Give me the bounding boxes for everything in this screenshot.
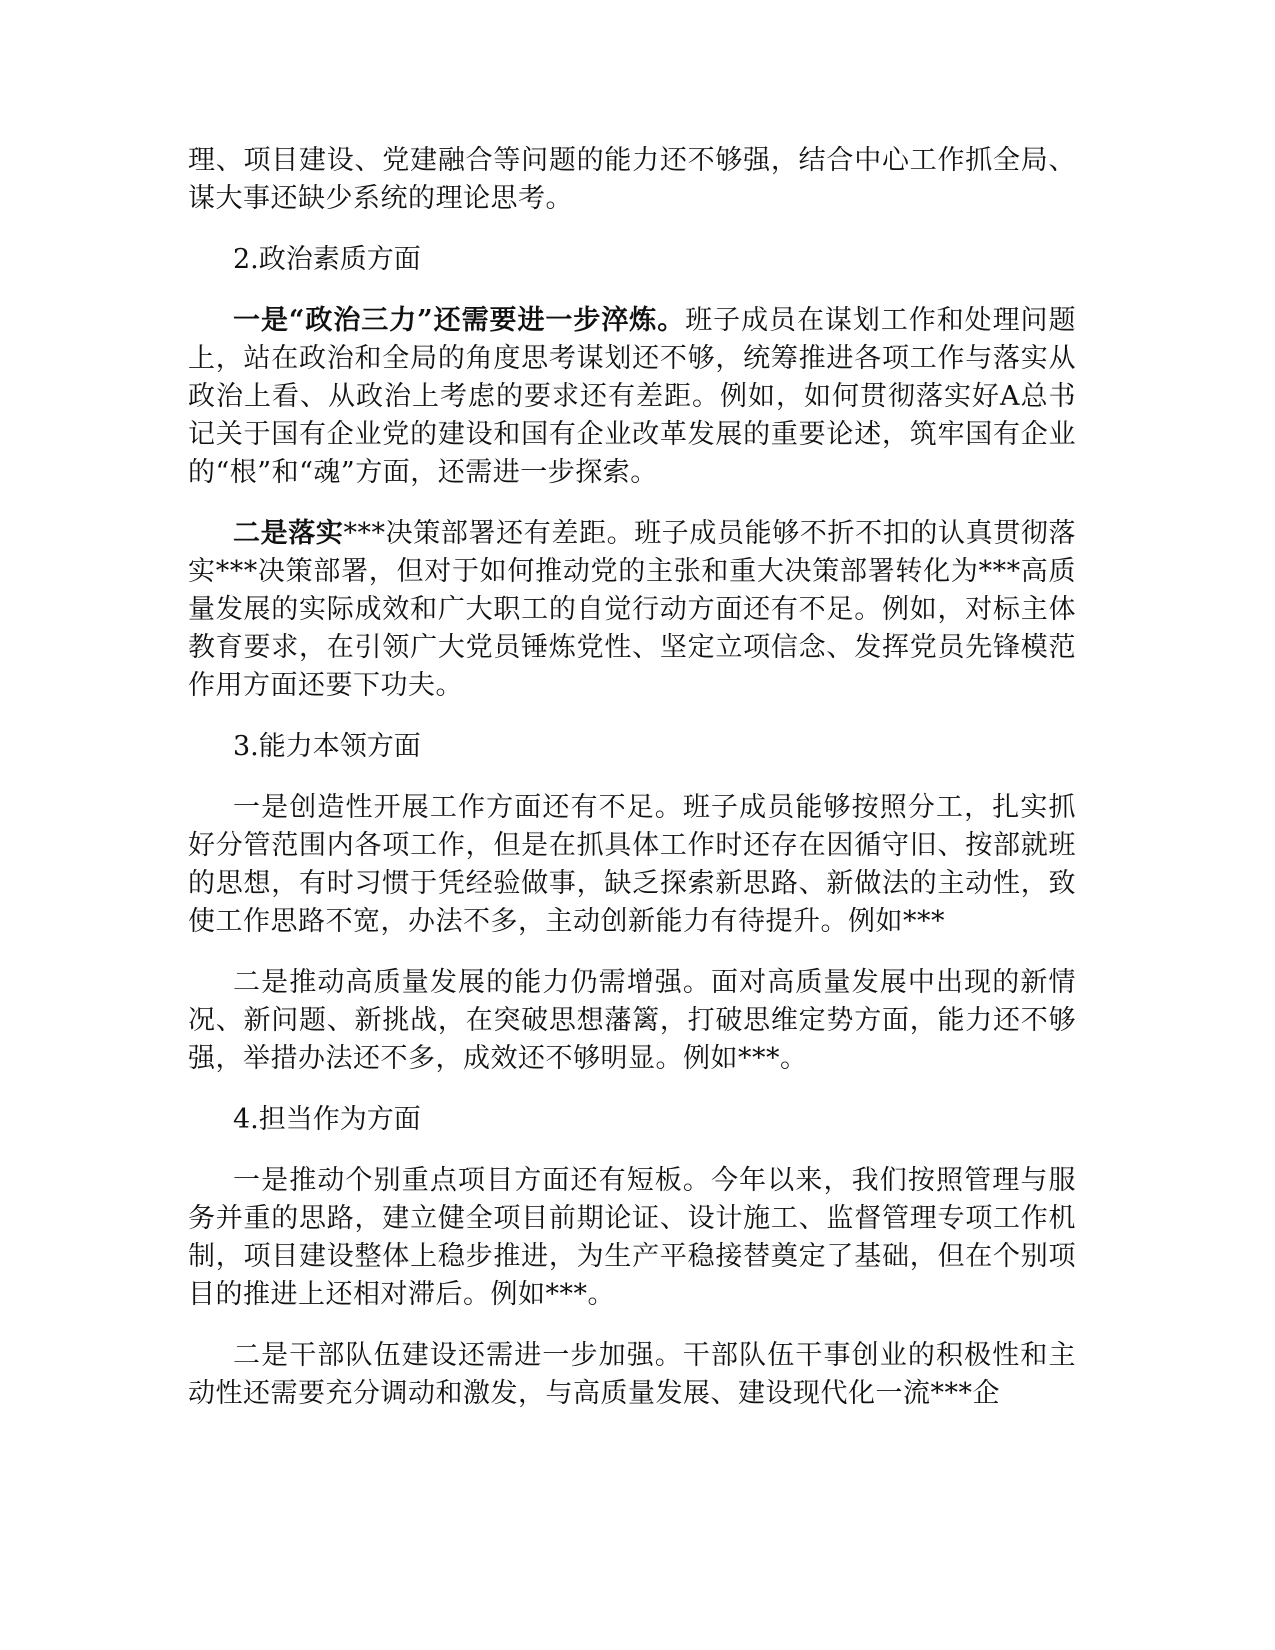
paragraph-high-quality-development xyxy=(188,964,1076,1078)
paragraph-political-three-powers xyxy=(188,302,1076,492)
paragraph-text: 理、项目建设、党建融合等问题的能力还不够强，结合中心工作抓全局、谋大事还缺少系统的理论思考。 xyxy=(188,145,1076,214)
paragraph-lead: 一是“政治三力”还需要进一步淬炼。 xyxy=(233,305,686,336)
paragraph-key-projects xyxy=(188,1162,1076,1314)
section-heading-responsibility xyxy=(188,1101,1076,1139)
paragraph-text: 班子成员在谋划工作和处理问题上，站在政治和全局的角度思考谋划还不够，统筹推进各项工作与落实从政治上看、从政治上考虑的要求还有差距。例如，如何贯彻落实好A总书记关于国有企业党的建设和国有企业改革发展的重要论述，筑牢国有企业的“根”和“魂”方面，还需进一步探索。 xyxy=(188,305,1077,488)
paragraph-implement-decisions xyxy=(188,515,1076,705)
section-heading-ability xyxy=(188,728,1076,766)
heading-text: 4.担当作为方面 xyxy=(233,1104,421,1135)
document-page xyxy=(188,142,1076,1436)
heading-text: 3.能力本领方面 xyxy=(233,731,421,762)
paragraph-continuation xyxy=(188,142,1076,218)
paragraph-cadre-team xyxy=(188,1337,1076,1413)
paragraph-lead: 二是落实 xyxy=(233,518,344,549)
paragraph-creative-work xyxy=(188,789,1076,941)
paragraph-text: 一是推动个别重点项目方面还有短板。今年以来，我们按照管理与服务并重的思路，建立健全项目前期论证、设计施工、监督管理专项工作机制，项目建设整体上稳步推进，为生产平稳接替奠定了基础，但在个别项目的推进上还相对滞后。例如***。 xyxy=(188,1165,1076,1310)
paragraph-text: 二是干部队伍建设还需进一步加强。干部队伍干事创业的积极性和主动性还需要充分调动和激发，与高质量发展、建设现代化一流***企 xyxy=(188,1340,1076,1409)
paragraph-text: 一是创造性开展工作方面还有不足。班子成员能够按照分工，扎实抓好分管范围内各项工作，但是在抓具体工作时还存在因循守旧、按部就班的思想，有时习惯于凭经验做事，缺乏探索新思路、新做法的主动性，致使工作思路不宽，办法不多，主动创新能力有待提升。例如*** xyxy=(188,792,1076,937)
heading-text: 2.政治素质方面 xyxy=(233,244,421,275)
paragraph-text: ***决策部署还有差距。班子成员能够不折不扣的认真贯彻落实***决策部署，但对于如何推动党的主张和重大决策部署转化为***高质量发展的实际成效和广大职工的自觉行动方面还有不足。例如，对标主体教育要求，在引领广大党员锤炼党性、坚定立项信念、发挥党员先锋模范作用方面还要下功夫。 xyxy=(188,518,1077,701)
paragraph-text: 二是推动高质量发展的能力仍需增强。面对高质量发展中出现的新情况、新问题、新挑战，在突破思想藩篱，打破思维定势方面，能力还不够强，举措办法还不多，成效还不够明显。例如***。 xyxy=(188,967,1076,1074)
section-heading-political-quality xyxy=(188,241,1076,279)
